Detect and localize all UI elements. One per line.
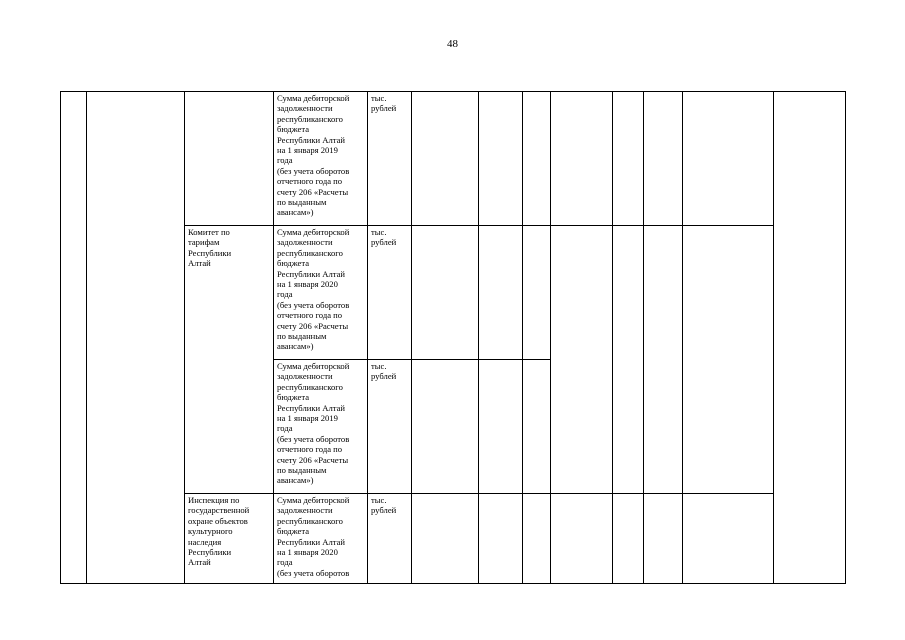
- cell-value: [613, 494, 644, 584]
- cell-organization: Инспекция по государственной охране объектов культурного наследия Республики Алтай: [185, 494, 274, 584]
- cell-value: [551, 494, 613, 584]
- cell-notes: [774, 92, 846, 584]
- cell-value: [412, 360, 479, 494]
- cell-value: [523, 92, 551, 226]
- cell-value: [479, 360, 523, 494]
- data-table: [60, 91, 846, 584]
- cell-unit: тыс. рублей: [368, 226, 412, 360]
- cell-value: [479, 226, 523, 360]
- cell-value: [613, 92, 644, 226]
- cell-value: [523, 226, 551, 360]
- cell-name: [87, 92, 185, 584]
- table-row: [61, 92, 846, 226]
- cell-indicator: Сумма дебиторской задолженности республиканского бюджета Республики Алтай на 1 января 2020 года (без учета оборотов отчетного года по счету 206 «Расчеты по выданным авансам»): [274, 226, 368, 360]
- cell-unit: тыс. рублей: [368, 494, 412, 584]
- cell-value: [523, 494, 551, 584]
- page-number: 48: [447, 38, 458, 50]
- cell-value: [613, 226, 644, 494]
- cell-value: [412, 92, 479, 226]
- cell-number: [61, 92, 87, 584]
- cell-indicator: Сумма дебиторской задолженности республиканского бюджета Республики Алтай на 1 января 2019 года (без учета оборотов отчетного года по счету 206 «Расчеты по выданным авансам»): [274, 92, 368, 226]
- cell-value: [644, 92, 683, 226]
- cell-value: [644, 494, 683, 584]
- cell-value: [479, 92, 523, 226]
- cell-value: [683, 92, 774, 226]
- cell-value: [683, 494, 774, 584]
- cell-organization: [185, 92, 274, 226]
- cell-value: [412, 226, 479, 360]
- cell-value: [551, 226, 613, 494]
- cell-indicator: Сумма дебиторской задолженности республиканского бюджета Республики Алтай на 1 января 2019 года (без учета оборотов отчетного года по счету 206 «Расчеты по выданным авансам»): [274, 360, 368, 494]
- cell-value: [412, 494, 479, 584]
- cell-unit: тыс. рублей: [368, 360, 412, 494]
- cell-unit: тыс. рублей: [368, 92, 412, 226]
- cell-value: [551, 92, 613, 226]
- cell-value: [683, 226, 774, 494]
- cell-value: [479, 494, 523, 584]
- cell-value: [644, 226, 683, 494]
- cell-organization: Комитет по тарифам Республики Алтай: [185, 226, 274, 494]
- cell-indicator: Сумма дебиторской задолженности республиканского бюджета Республики Алтай на 1 января 2020 года (без учета оборотов: [274, 494, 368, 584]
- cell-value: [523, 360, 551, 494]
